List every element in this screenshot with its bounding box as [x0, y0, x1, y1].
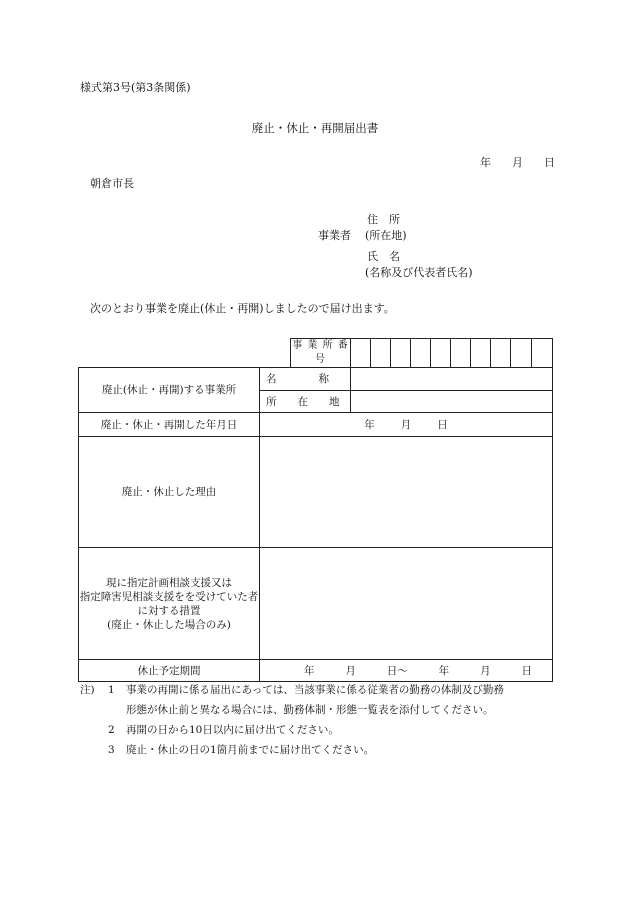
period-start-month: 月	[345, 664, 356, 677]
addressee: 朝倉市長	[90, 177, 134, 190]
office-name-row	[79, 368, 553, 391]
period-start-day: 日〜	[386, 664, 408, 677]
address-sub-label: (所在地)	[365, 229, 407, 242]
office-number-label: 事 業 所 番 号	[291, 339, 351, 368]
period-row	[79, 660, 553, 682]
name-label: 氏 名	[367, 250, 400, 263]
period-end-month: 月	[480, 664, 491, 677]
office-name-field[interactable]	[351, 368, 553, 391]
office-number-digit[interactable]	[411, 339, 431, 368]
office-number-row	[79, 339, 553, 368]
notes	[80, 680, 504, 760]
form-number-label: 様式第3号(第3条関係)	[80, 81, 191, 94]
submission-date	[480, 156, 555, 170]
note-item	[80, 720, 504, 740]
notes-prefix: 注)	[80, 684, 95, 696]
measures-label-line: 指定障害児相談支援をを受けていた者	[79, 590, 259, 603]
measures-row	[79, 548, 553, 660]
document-title: 廃止・休止・再開届出書	[251, 121, 379, 135]
office-number-digit[interactable]	[491, 339, 511, 368]
note-item-continued	[80, 700, 504, 720]
applicant-label: 事業者	[318, 229, 351, 242]
address-label: 住 所	[367, 213, 400, 226]
note-item	[80, 740, 504, 760]
measures-label-line: 現に指定計画相談支援又は	[106, 576, 232, 589]
period-field[interactable]	[260, 660, 553, 682]
note-text: 事業の再開に係る届出にあっては、当該事業に係る従業者の勤務の体制及び勤務	[126, 684, 504, 696]
date-month-label: 月	[512, 156, 523, 169]
period-end-day: 日	[521, 664, 532, 677]
intro-text: 次のとおり事業を廃止(休止・再開)しましたので届け出ます。	[90, 302, 395, 315]
date-row-label: 廃止・休止・再開した年月日	[79, 413, 260, 437]
note-text: 再開の日から10日以内に届け出てください。	[126, 724, 339, 736]
office-location-field[interactable]	[351, 391, 553, 413]
reason-label: 廃止・休止した理由	[79, 437, 260, 548]
period-start-year: 年	[304, 664, 315, 677]
office-name-label: 名 称	[260, 368, 351, 391]
period-end-year: 年	[438, 664, 450, 677]
note-number: 2	[108, 724, 115, 736]
office-number-digit[interactable]	[471, 339, 491, 368]
office-row-label: 廃止(休止・再開)する事業所	[79, 368, 260, 413]
date-year-label: 年	[480, 156, 491, 169]
office-number-digit[interactable]	[391, 339, 411, 368]
office-number-digit[interactable]	[351, 339, 371, 368]
note-number: 3	[108, 744, 115, 756]
note-item	[80, 680, 504, 700]
reason-row	[79, 437, 553, 548]
date-year-label: 年	[364, 418, 375, 431]
measures-label-line: (廃止・休止した場合のみ)	[107, 618, 231, 631]
note-text: 形態が休止前と異なる場合には、勤務体制・形態一覧表を添付してください。	[126, 704, 494, 716]
note-text: 廃止・休止の日の1箇月前までに届け出てください。	[126, 744, 375, 756]
reason-field[interactable]	[260, 437, 553, 548]
date-row-field[interactable]	[260, 413, 553, 437]
blank-cell	[79, 339, 291, 368]
office-number-digit[interactable]	[371, 339, 391, 368]
office-number-digit[interactable]	[451, 339, 471, 368]
office-number-digit[interactable]	[511, 339, 532, 368]
office-number-digit[interactable]	[431, 339, 451, 368]
date-day-label: 日	[544, 156, 555, 169]
measures-label	[79, 548, 260, 660]
date-row	[79, 413, 553, 437]
measures-field[interactable]	[260, 548, 553, 660]
notification-table	[78, 338, 553, 682]
office-location-label: 所 在 地	[260, 391, 351, 413]
date-month-label: 月	[400, 418, 412, 431]
date-day-label: 日	[437, 418, 448, 431]
name-sub-label: (名称及び代表者氏名)	[365, 266, 473, 279]
note-number: 1	[108, 684, 115, 696]
office-number-digit[interactable]	[532, 339, 553, 368]
measures-label-line: に対する措置	[137, 604, 201, 617]
period-label: 休止予定期間	[79, 660, 260, 682]
